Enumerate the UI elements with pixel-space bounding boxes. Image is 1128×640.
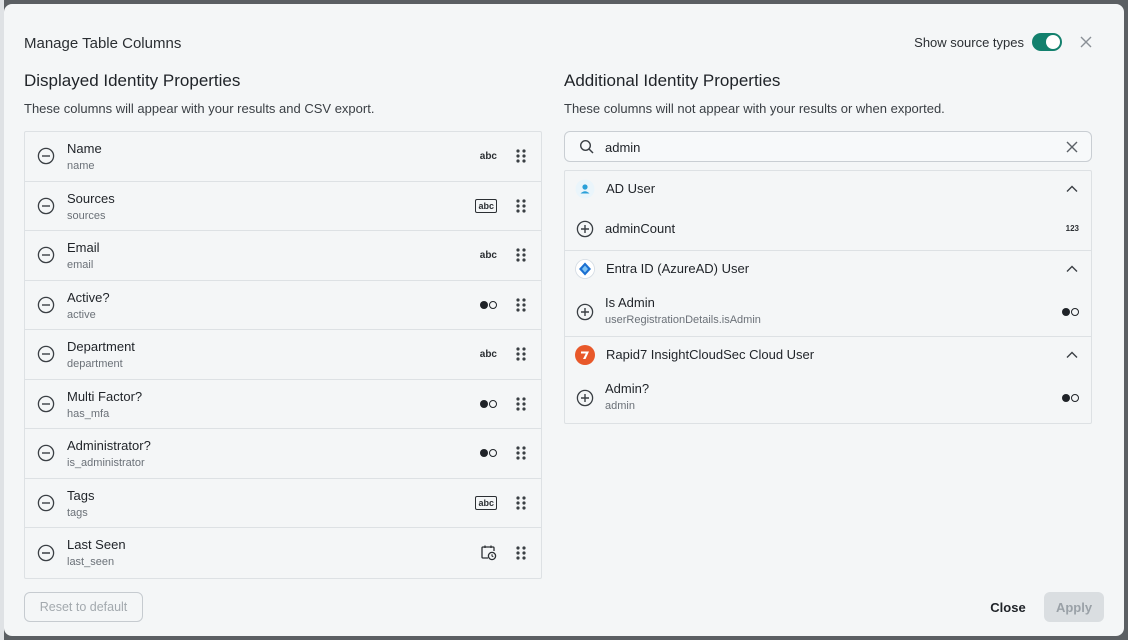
add-column-icon[interactable]	[576, 389, 594, 407]
column-label: Department	[67, 339, 135, 354]
entra-id-icon	[575, 259, 595, 279]
type-indicator	[480, 545, 497, 561]
text-type-icon: abc	[479, 150, 497, 162]
text-type-icon: abc	[479, 249, 497, 261]
column-label: Administrator?	[67, 438, 151, 453]
column-label: Multi Factor?	[67, 388, 143, 404]
property-search	[564, 131, 1092, 162]
column-key: active	[67, 308, 96, 321]
type-indicator	[480, 297, 497, 313]
text-list-type-icon: abc	[475, 496, 497, 510]
source-group-name: AD User	[606, 181, 656, 196]
displayed-column-row[interactable]	[25, 330, 541, 380]
column-text	[605, 380, 649, 414]
displayed-columns-list	[24, 131, 542, 579]
date-type-icon	[480, 544, 497, 561]
chevron-up-icon[interactable]	[1065, 262, 1079, 276]
remove-column-icon[interactable]	[37, 444, 55, 462]
type-indicator	[480, 445, 497, 461]
column-label: Tags	[67, 487, 95, 503]
displayed-section-title: Displayed Identity Properties	[24, 71, 241, 90]
close-icon[interactable]	[1078, 34, 1094, 50]
search-input[interactable]	[605, 136, 1045, 158]
remove-column-icon[interactable]	[37, 296, 55, 314]
column-label: Active?	[67, 289, 110, 305]
source-group-name: Rapid7 InsightCloudSec Cloud User	[606, 347, 815, 362]
column-text	[67, 437, 151, 471]
show-source-types-toggle[interactable]	[1032, 33, 1062, 51]
boolean-type-icon	[480, 449, 497, 457]
drag-handle-icon[interactable]	[515, 297, 527, 313]
type-indicator	[475, 495, 497, 511]
number-type-icon: 123	[1065, 224, 1079, 233]
column-text	[67, 338, 135, 372]
show-source-types-toggle-group	[914, 33, 1062, 51]
reset-to-default-button[interactable]: Reset to default	[24, 592, 143, 622]
column-text	[605, 220, 675, 238]
column-key: is_administrator	[67, 457, 145, 469]
column-label: Last Seen	[67, 537, 126, 552]
displayed-column-row[interactable]	[25, 429, 541, 479]
add-column-icon[interactable]	[576, 220, 594, 238]
displayed-column-row[interactable]	[25, 479, 541, 529]
boolean-type-icon	[480, 400, 497, 408]
remove-column-icon[interactable]	[37, 147, 55, 165]
column-key: sources	[67, 209, 106, 222]
displayed-column-row[interactable]	[25, 380, 541, 430]
column-key: name	[67, 160, 95, 172]
column-text	[67, 536, 126, 570]
type-indicator	[475, 198, 497, 214]
displayed-column-row[interactable]	[25, 132, 541, 182]
displayed-section-subtitle: These columns will appear with your results and CSV export.	[24, 101, 375, 116]
displayed-column-row[interactable]	[25, 231, 541, 281]
drag-handle-icon[interactable]	[515, 346, 527, 362]
displayed-column-row[interactable]	[25, 182, 541, 232]
column-label: Name	[67, 141, 102, 156]
column-text	[67, 388, 142, 422]
column-key: email	[67, 259, 94, 271]
search-icon	[579, 139, 595, 155]
drag-handle-icon[interactable]	[515, 198, 527, 214]
displayed-column-row[interactable]	[25, 528, 541, 578]
remove-column-icon[interactable]	[37, 494, 55, 512]
source-group-header[interactable]	[565, 251, 1091, 287]
column-text	[67, 190, 115, 224]
text-list-type-icon: abc	[475, 199, 497, 213]
boolean-type-icon	[1062, 308, 1079, 316]
column-text	[67, 140, 102, 174]
additional-column-row[interactable]	[565, 287, 1091, 337]
remove-column-icon[interactable]	[37, 395, 55, 413]
drag-handle-icon[interactable]	[515, 396, 527, 412]
column-label: Admin?	[605, 381, 650, 396]
additional-columns-list	[564, 170, 1092, 424]
column-label: Email	[67, 240, 100, 255]
type-indicator	[480, 396, 497, 412]
drag-handle-icon[interactable]	[515, 445, 527, 461]
column-text	[605, 294, 761, 328]
chevron-up-icon[interactable]	[1065, 182, 1079, 196]
boolean-type-icon	[480, 301, 497, 309]
additional-column-row[interactable]	[565, 373, 1091, 423]
column-key: admin	[605, 400, 635, 412]
chevron-up-icon[interactable]	[1065, 348, 1079, 362]
boolean-type-icon	[1062, 394, 1079, 402]
column-label: Is Admin	[605, 295, 655, 310]
type-indicator	[1066, 221, 1079, 237]
column-label: Sources	[67, 190, 115, 206]
column-text	[67, 239, 100, 273]
column-label: adminCount	[605, 221, 676, 236]
remove-column-icon[interactable]	[37, 345, 55, 363]
column-key: userRegistrationDetails.isAdmin	[605, 314, 761, 326]
type-indicator	[480, 247, 497, 263]
type-indicator	[480, 148, 497, 164]
rapid7-icon	[575, 345, 595, 365]
additional-section-subtitle: These columns will not appear with your results or when exported.	[564, 101, 945, 116]
ad-user-icon	[575, 179, 595, 199]
additional-section-title: Additional Identity Properties	[564, 71, 781, 90]
column-key: has_mfa	[67, 407, 110, 420]
remove-column-icon[interactable]	[37, 246, 55, 264]
additional-column-row[interactable]	[565, 207, 1091, 251]
drag-handle-icon[interactable]	[515, 247, 527, 263]
apply-button[interactable]: Apply	[1044, 592, 1104, 622]
drag-handle-icon[interactable]	[515, 495, 527, 511]
remove-column-icon[interactable]	[37, 197, 55, 215]
dialog-title: Manage Table Columns	[24, 35, 182, 52]
source-group-name: Entra ID (AzureAD) User	[606, 261, 750, 276]
column-key: department	[67, 358, 123, 370]
source-group-header[interactable]	[565, 337, 1091, 373]
column-text	[67, 289, 110, 323]
drag-handle-icon[interactable]	[515, 545, 527, 561]
add-column-icon[interactable]	[576, 303, 594, 321]
drag-handle-icon[interactable]	[515, 148, 527, 164]
remove-column-icon[interactable]	[37, 544, 55, 562]
displayed-column-row[interactable]	[25, 281, 541, 331]
manage-columns-dialog	[4, 4, 1124, 636]
column-key: last_seen	[67, 556, 115, 568]
text-type-icon: abc	[479, 348, 497, 360]
type-indicator	[1062, 304, 1079, 320]
type-indicator	[1062, 390, 1079, 406]
clear-search-icon[interactable]	[1065, 140, 1079, 154]
toggle-label: Show source types	[914, 34, 1024, 50]
column-text	[67, 487, 94, 521]
source-group-header[interactable]	[565, 171, 1091, 207]
type-indicator	[480, 346, 497, 362]
close-button[interactable]: Close	[980, 592, 1036, 622]
column-key: tags	[67, 506, 88, 519]
